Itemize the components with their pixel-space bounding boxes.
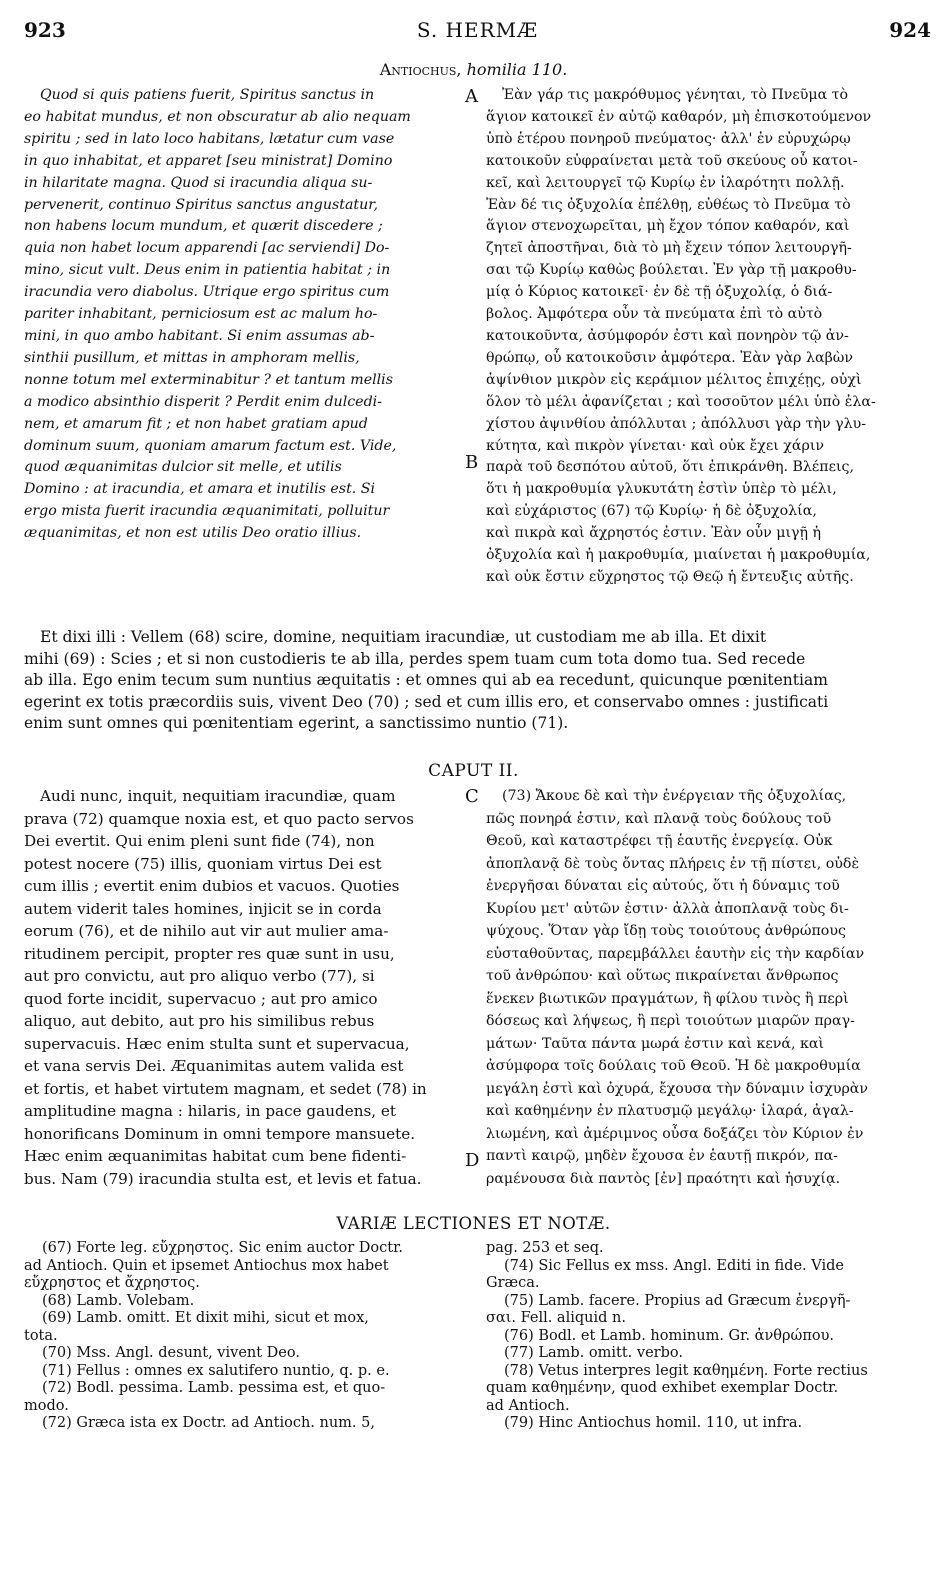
note-line: pag. 253 et seq. xyxy=(486,1240,604,1256)
note-line: εὔχρηστος et ἄχρηστος. xyxy=(24,1275,200,1291)
greek-line: ὑπὸ ἑτέρου πονηροῦ πνεύματος· ἀλλ' ἐν εὐρυχώρῳ xyxy=(486,130,851,147)
latin-line: cum illis ; evertit enim dubios et vacuos. Quoties xyxy=(24,877,400,895)
latin-line: amplitudine magna : hilaris, in pace gaudens, et xyxy=(24,1102,397,1120)
greek-line: τοῦ ἀνθρώπου· καὶ οὕτως πικραίνεται ἄνθρωπος xyxy=(486,968,839,984)
greek-line: κύτητα, καὶ πικρὸν γίνεται· καὶ οὐκ ἔχει χάριν xyxy=(486,437,825,454)
latin-column-top xyxy=(24,85,454,545)
greek-line: ὀξυχολία καὶ ἡ μακροθυμία, μιαίνεται ἡ μακροθυμία, xyxy=(486,547,871,564)
notes-heading: VARIÆ LECTIONES ET NOTÆ. xyxy=(336,1214,611,1233)
note-line: (70) Mss. Angl. desunt, vivent Deo. xyxy=(42,1345,300,1361)
paragraph-line: ab illa. Ego enim tecum sum nuntius æquitatis : et omnes qui ab ea recedunt, quicunque pœnitentiam xyxy=(24,671,828,689)
latin-line: mino, sicut vult. Deus enim in patientia habitat ; in xyxy=(24,262,391,279)
running-title: S. HERMÆ xyxy=(416,18,539,42)
latin-line: in quo inhabitat, et apparet [seu ministrat] Domino xyxy=(24,152,393,169)
greek-line: ἅγιον στενοχωρεῖται, μὴ ἔχον τόπον καθαρόν, καὶ xyxy=(486,218,850,235)
section-marker-d: D xyxy=(465,1150,480,1171)
subheading-author: Antiochus, xyxy=(379,60,462,79)
paragraph-line: Et dixi illi : Vellem (68) scire, domine, nequitiam iracundiæ, ut custodiam me ab illa. Et dixit xyxy=(40,628,767,646)
greek-line: λιωμένη, καὶ ἀμέριμνος οὖσα δοξάζει τὸν Κύριον ἐν xyxy=(486,1125,864,1142)
latin-line: pariter inhabitant, perniciosum est ac malum ho- xyxy=(24,306,378,323)
note-line: (71) Fellus : omnes ex salutifero nuntio, q. p. e. xyxy=(42,1362,390,1379)
greek-column-top xyxy=(486,85,918,589)
latin-line: nem, et amarum fit ; et non habet gratiam apud xyxy=(24,415,368,432)
chapter-heading: CAPUT II. xyxy=(428,761,519,781)
greek-line: ραμένουσα διὰ παντὸς [ἐν] πραότητι καὶ ἡσυχίᾳ. xyxy=(486,1170,841,1187)
greek-line: ζητεῖ ἀποστῆναι, διὰ τὸ μὴ ἔχειν τόπον λειτουργῆ- xyxy=(486,240,852,257)
note-line: (79) Hinc Antiochus homil. 110, ut infra. xyxy=(504,1415,803,1431)
greek-line: μεγάλη ἐστὶ καὶ ὀχυρά, ἔχουσα τὴν δύναμιν ἰσχυρὰν xyxy=(486,1080,869,1097)
note-line: σαι. Fell. aliquid n. xyxy=(486,1310,626,1326)
latin-line: quod forte incidit, supervacuo ; aut pro amico xyxy=(24,989,378,1008)
note-line: (72) Græca ista ex Doctr. ad Antioch. num. 5, xyxy=(42,1415,375,1431)
latin-line: et fortis, et habet virtutem magnam, et sedet (78) in xyxy=(24,1079,427,1098)
latin-line: sinthii pusillum, et mittas in amphoram mellis, xyxy=(24,349,360,366)
greek-line: δόσεως καὶ λήψεως, ἢ περὶ τοιούτων μιαρῶν πραγ- xyxy=(486,1013,855,1029)
greek-line: ἅγιον κατοικεῖ ἐν αὐτῷ καθαρόν, μὴ ἐπισκοτούμενον xyxy=(486,108,872,125)
note-line: quam καθημένην, quod exhibet exemplar Doctr. xyxy=(486,1380,839,1396)
greek-line: βολος. Ἀμφότερα οὖν τὰ πνεύματα ἐπὶ τὸ αὐτὸ xyxy=(486,306,823,323)
greek-line: ἀψίνθιον μικρὸν εἰς κεράμιον μέλιτος ἐπιχέῃς, οὐχὶ xyxy=(486,371,862,388)
section-marker-c: C xyxy=(465,786,479,807)
section-subheading xyxy=(0,60,947,79)
latin-line: Domino : at iracundia, et amara et inutilis est. Si xyxy=(24,481,376,498)
paragraph-line: enim sunt omnes qui pœnitentiam egerint, a sanctissimo nuntio (71). xyxy=(24,714,569,732)
latin-line: eo habitat mundus, et non obscuratur ab alio nequam xyxy=(24,108,411,125)
greek-line: μάτων· Ταῦτα πάντα μωρά ἐστιν καὶ κενά, καὶ xyxy=(486,1035,824,1052)
section-marker-b: B xyxy=(465,452,479,473)
latin-line: dominum suum, quoniam amarum factum est. Vide, xyxy=(24,437,397,454)
greek-line: θρώπῳ, οὗ κατοικοῦσιν ἀμφότερα. Ἐὰν γὰρ λαβὼν xyxy=(486,349,853,366)
latin-line: iracundia vero diabolus. Utrique ergo spiritus cum xyxy=(24,284,390,301)
notes-column-left xyxy=(24,1240,464,1433)
latin-line: ergo mista fuerit iracundia æquanimitati, polluitur xyxy=(24,503,390,520)
notes-column-right xyxy=(486,1240,918,1433)
latin-line: quod æquanimitas dulcior sit melle, et utilis xyxy=(24,459,342,476)
note-line: (78) Vetus interpres legit καθημένη. Forte rectius xyxy=(504,1362,868,1379)
note-line: (67) Forte leg. εὔχρηστος. Sic enim auctor Doctr. xyxy=(42,1240,404,1256)
note-line: (68) Lamb. Volebam. xyxy=(42,1292,195,1309)
greek-line: καὶ οὐκ ἔστιν εὔχρηστος τῷ Θεῷ ἡ ἔντευξις αὐτῆς. xyxy=(486,568,854,585)
note-line: (77) Lamb. omitt. verbo. xyxy=(504,1345,683,1361)
greek-line: ἀποπλανᾷ δὲ τοὺς ὄντας πλήρεις ἐν τῇ πίστει, οὐδὲ xyxy=(486,855,860,872)
greek-line: χίστου ἀψινθίου ἀπόλλυται ; ἀπόλλυσι γὰρ τὴν γλυ- xyxy=(486,415,866,432)
greek-line: κατοικοῦν εὐφραίνεται μετὰ τοῦ σκεύους οὗ κατοι- xyxy=(486,152,858,169)
greek-line: (73) Ἄκουε δὲ καὶ τὴν ἐνέργειαν τῆς ὀξυχολίας, xyxy=(502,788,847,804)
latin-line: a modico absinthio disperit ? Perdit enim dulcedi- xyxy=(24,393,382,410)
greek-line: Κυρίου μετ' αὐτῶν ἐστιν· ἀλλὰ ἀποπλανᾷ τοὺς δι- xyxy=(486,900,849,917)
subheading-work: homilia 110. xyxy=(466,60,568,79)
greek-line: ἐνεργῆσαι δύναται εἰς αὐτούς, ὅτι ἡ δύναμις τοῦ xyxy=(486,878,840,894)
greek-line: Θεοῦ, καὶ καταστρέφει τῇ ἑαυτῆς ἐνεργείᾳ. Οὐκ xyxy=(486,833,833,849)
greek-line: σαι τῷ Κυρίῳ καθὼς βούλεται. Ἐν γὰρ τῇ μακροθυ- xyxy=(486,262,857,279)
greek-line: κεῖ, καὶ λειτουργεῖ τῷ Κυρίῳ ἐν ἱλαρότητι πολλῇ. xyxy=(486,174,845,191)
greek-line: ἀσύμφορα τοῖς δούλαις τοῦ Θεοῦ. Ἡ δὲ μακροθυμία xyxy=(486,1058,861,1074)
note-line: ad Antioch. Quin et ipsemet Antiochus mox habet xyxy=(24,1257,389,1274)
note-line: (74) Sic Fellus ex mss. Angl. Editi in fide. Vide xyxy=(504,1257,844,1274)
latin-line: Audi nunc, inquit, nequitiam iracundiæ, quam xyxy=(40,787,396,805)
latin-line: aut pro convictu, aut pro aliquo verbo (77), si xyxy=(24,967,375,985)
latin-line: non habens locum mundum, et quærit discedere ; xyxy=(24,218,383,235)
latin-line: pervenerit, continuo Spiritus sanctus angustatur, xyxy=(24,196,379,213)
latin-line: Dei evertit. Qui enim pleni sunt fide (74), non xyxy=(24,832,375,850)
page-number-left: 923 xyxy=(24,18,66,42)
greek-line: μίᾳ ὁ Κύριος κατοικεῖ· ἐν δὲ τῇ ὀξυχολίᾳ, ὁ διά- xyxy=(486,284,833,301)
greek-line: ἕνεκεν βιωτικῶν πραγμάτων, ἢ φίλου τινὸς ἢ περὶ xyxy=(486,990,849,1007)
latin-line: autem viderit tales homines, injicit se in corda xyxy=(24,899,382,918)
latin-line: æquanimitas, et non est utilis Deo oratio illius. xyxy=(24,525,362,542)
paragraph-line: mihi (69) : Scies ; et si non custodieris te ab illa, perdes spem tuam cum tota domo tua. Sed recede xyxy=(24,649,806,668)
greek-column-bottom xyxy=(486,785,918,1190)
latin-line: quia non habet locum apparendi [ac serviendi] Do- xyxy=(24,240,390,257)
note-line: Græca. xyxy=(486,1275,540,1291)
latin-line: aliquo, aut debito, aut pro his similibus rebus xyxy=(24,1012,375,1030)
greek-line: Ἐὰν δέ τις ὀξυχολία ἐπέλθῃ, εὐθέως τὸ Πνεῦμα τὸ xyxy=(486,196,851,213)
note-line: modo. xyxy=(24,1397,69,1414)
greek-line: καὶ εὐχάριστος (67) τῷ Κυρίῳ· ἡ δὲ ὀξυχολία, xyxy=(486,503,817,520)
latin-line: ritudinem percipit, propter res quæ sunt in usu, xyxy=(24,944,395,963)
full-width-paragraph xyxy=(24,627,918,735)
note-line: tota. xyxy=(24,1327,58,1344)
page-number-right: 924 xyxy=(889,18,931,42)
note-line: (69) Lamb. omitt. Et dixit mihi, sicut et mox, xyxy=(42,1310,369,1326)
section-marker-a: A xyxy=(465,86,478,107)
latin-line: prava (72) quamque noxia est, et quo pacto servos xyxy=(24,809,414,828)
latin-line: nonne totum mel exterminabitur ? et tantum mellis xyxy=(24,371,393,388)
latin-line: potest nocere (75) illis, quoniam virtus Dei est xyxy=(24,854,382,873)
greek-line: παρὰ τοῦ δεσπότου αὐτοῦ, ὅτι ἐπικράνθη. Βλέπεις, xyxy=(486,459,854,476)
note-line: (76) Bodl. et Lamb. hominum. Gr. ἀνθρώπου. xyxy=(504,1327,835,1344)
greek-line: Ἐὰν γάρ τις μακρόθυμος γένηται, τὸ Πνεῦμα τὸ xyxy=(502,87,849,103)
note-line: (75) Lamb. facere. Propius ad Græcum ἐνεργῆ- xyxy=(504,1292,851,1309)
latin-column-bottom xyxy=(24,785,454,1190)
latin-line: in hilaritate magna. Quod si iracundia aliqua su- xyxy=(24,174,373,191)
latin-line: honorificans Dominum in omni tempore mansuete. xyxy=(24,1124,416,1143)
note-line: (72) Bodl. pessima. Lamb. pessima est, et quo- xyxy=(42,1380,386,1396)
greek-line: ὅτι ἡ μακροθυμία γλυκυτάτη ἐστὶν ὑπὲρ τὸ μέλι, xyxy=(486,481,837,498)
latin-line: et vana servis Dei. Æquanimitas autem valida est xyxy=(24,1057,404,1075)
greek-line: καὶ πικρὰ καὶ ἄχρηστός ἐστιν. Ἐὰν οὖν μιγῇ ἡ xyxy=(486,525,822,542)
latin-line: mini, in quo ambo habitant. Si enim assumas ab- xyxy=(24,327,375,344)
latin-line: Quod si quis patiens fuerit, Spiritus sanctus in xyxy=(40,87,375,103)
latin-line: Hæc enim æquanimitas habitat cum bene fidenti- xyxy=(24,1147,407,1165)
greek-line: ὅλον τὸ μέλι ἀφανίζεται ; καὶ τοσοῦτον μέλι ὑπὸ ἐλα- xyxy=(486,393,876,410)
paragraph-line: egerint ex totis præcordiis suis, vivent Deo (70) ; sed et cum illis ero, et conservabo omnes : justificati xyxy=(24,692,829,711)
greek-line: κατοικοῦντα, ἀσύμφορόν ἐστι καὶ πονηρὸν τῷ ἀν- xyxy=(486,327,849,344)
greek-line: καὶ καθημένην ἐν πλατυσμῷ μεγάλῳ· ἱλαρά, ἀγαλ- xyxy=(486,1103,854,1119)
latin-line: bus. Nam (79) iracundia stulta est, et levis et fatua. xyxy=(24,1169,422,1188)
greek-line: παντὶ καιρῷ, μηδὲν ἔχουσα ἐν ἑαυτῇ πικρόν, πα- xyxy=(486,1148,838,1164)
greek-line: ψύχους. Ὅταν γὰρ ἴδῃ τοὺς τοιούτους ἀνθρώπους xyxy=(486,923,846,939)
note-line: ad Antioch. xyxy=(486,1397,570,1414)
latin-line: spiritu ; sed in lato loco habitans, lætatur cum vase xyxy=(24,130,395,147)
greek-line: εὐσταθοῦντας, παρεμβάλλει ἑαυτὴν εἰς τὴν καρδίαν xyxy=(486,945,865,962)
latin-line: supervacuis. Hæc enim stulta sunt et supervacua, xyxy=(24,1034,410,1053)
greek-line: πῶς πονηρά ἐστιν, καὶ πλανᾷ τοὺς δούλους τοῦ xyxy=(486,810,832,827)
running-header xyxy=(24,18,931,44)
latin-line: eorum (76), et de nihilo aut vir aut mulier ama- xyxy=(24,922,389,940)
